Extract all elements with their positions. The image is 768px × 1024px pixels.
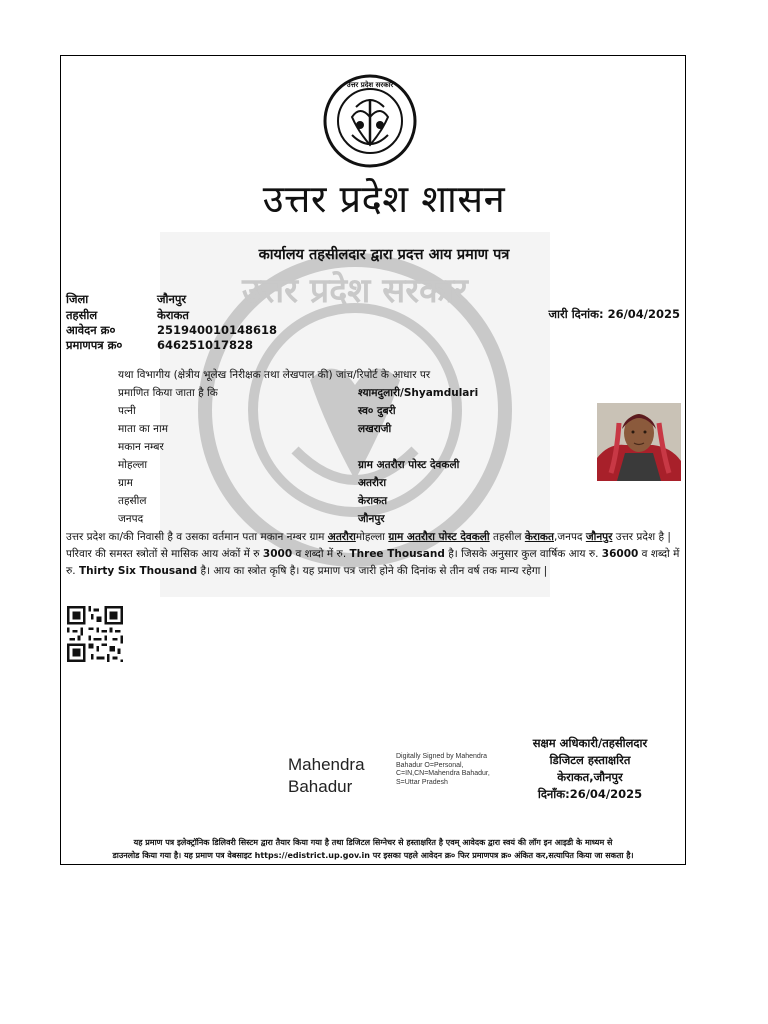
para-mohalla: ग्राम अतरौरा पोस्ट देवकली	[388, 531, 490, 543]
detail-value-mohalla: ग्राम अतरौरा पोस्ट देवकली	[358, 459, 460, 471]
para-monthly-words: Three Thousand	[349, 548, 445, 560]
meta-value-district: जौनपुर	[157, 292, 187, 306]
digital-signature-name	[288, 754, 365, 798]
para-text-7: है। जिसके अनुसार कुल वार्षिक आय रु.	[444, 548, 602, 560]
page-title: उत्तर प्रदेश शासन	[262, 177, 506, 221]
detail-label-tehsil: तहसील	[118, 495, 147, 507]
officer-location: केराकत,जौनपुर	[557, 770, 623, 784]
officer-title: सक्षम अधिकारी/तहसीलदार	[532, 736, 648, 750]
para-text-4: ,जनपद	[553, 531, 586, 543]
detail-value-name: श्यामदुलारी/Shyamdulari	[358, 387, 479, 399]
applicant-photo	[597, 403, 681, 481]
detail-value-mother: लखराजी	[358, 423, 392, 435]
footer-line2: डाउनलोड किया गया है। यह प्रमाण पत्र वेबसाइट https://edistrict.up.gov.in पर इसका पहले आवेदन क्र० फिर प्रमाणपत्र क्र० अंकित कर,सत्यापित किया जा सकता है।	[112, 851, 634, 860]
signature-name-line1: Mahendra	[288, 755, 365, 774]
para-text-5: उत्तर प्रदेश है | परिवार की समस्त स्त्रोतों से मासिक आय अंकों में रु	[66, 531, 671, 560]
detail-label-mother: माता का नाम	[118, 423, 168, 435]
certificate-paragraph	[66, 529, 681, 580]
para-text-1: उत्तर प्रदेश का/की निवासी है व उसका वर्तमान पता मकान नम्बर ग्राम	[66, 531, 325, 543]
state-emblem-icon	[322, 73, 418, 169]
detail-label-mohalla: मोहल्ला	[118, 459, 148, 471]
meta-value-application-no: 251940010148618	[157, 323, 278, 337]
meta-value-certificate-no: 646251017828	[157, 338, 254, 352]
para-district: जौनपुर	[585, 531, 613, 543]
digital-signature-detail: Digitally Signed by Mahendra Bahadur O=Personal, C=IN,CN=Mahendra Bahadur, S=Uttar Pradesh	[396, 753, 490, 786]
meta-label-district: जिला	[66, 292, 89, 306]
emblem-text: उत्तर प्रदेश सरकार	[346, 81, 394, 89]
watermark-text: उत्तर प्रदेश सरकार	[242, 271, 468, 311]
intro-text: यथा विभागीय (क्षेत्रीय भूलेख निरीक्षक तथा लेखपाल की) जांच/रिपोर्ट के आधार पर	[118, 369, 431, 381]
para-text-9: है। आय का स्त्रोत कृषि है। यह प्रमाण पत्र जारी होने की दिनांक से तीन वर्ष तक मान्य रहेगा |	[197, 565, 548, 577]
signature-name-line2: Bahadur	[288, 777, 353, 796]
officer-date: दिनाँक:26/04/2025	[537, 787, 643, 801]
detail-label-house-no: मकान नम्बर	[118, 441, 164, 453]
officer-signed: डिजिटल हस्ताक्षरित	[549, 753, 631, 767]
issue-date: जारी दिनांक: 26/04/2025	[548, 307, 680, 321]
para-village: अतरौरा	[327, 531, 356, 543]
qr-code-icon[interactable]	[67, 606, 123, 662]
para-text-3: तहसील	[489, 531, 525, 543]
para-text-8: व शब्दो में रु.	[66, 548, 680, 577]
detail-label-wife-of: पत्नी	[118, 405, 136, 417]
footer-line1: यह प्रमाण पत्र इलेक्ट्रॉनिक डिलिवरी सिस्टम द्वारा तैयार किया गया है तथा डिजिटल सिग्नेचर से हस्ताक्षरित है एवम् आवेदक द्वारा स्वयं की लॉग इन आइडी के माध्यम से	[133, 838, 613, 847]
meta-label-application-no: आवेदन क्र०	[66, 323, 116, 337]
detail-label-district: जनपद	[118, 513, 144, 525]
para-monthly-num: 3000	[262, 548, 293, 560]
para-annual-num: 36000	[601, 548, 639, 560]
detail-value-tehsil: केराकत	[358, 495, 388, 507]
para-tehsil: केराकत	[524, 531, 554, 543]
detail-label-village: ग्राम	[118, 477, 133, 489]
meta-value-tehsil: केराकत	[157, 308, 189, 322]
certificate-subtitle: कार्यालय तहसीलदार द्वारा प्रदत्त आय प्रमाण पत्र	[258, 247, 510, 263]
meta-label-certificate-no: प्रमाणपत्र क्र०	[66, 338, 123, 352]
officer-block	[510, 735, 670, 803]
para-text-6: व शब्दो में रु.	[292, 548, 350, 560]
detail-label-certified: प्रमाणित किया जाता है कि	[118, 387, 218, 399]
meta-label-tehsil: तहसील	[66, 308, 98, 322]
detail-value-village: अतरौरा	[358, 477, 387, 489]
detail-value-district: जौनपुर	[358, 513, 385, 525]
para-text-2: मोहल्ला	[355, 531, 385, 543]
detail-value-husband: स्व० दुबरी	[358, 405, 396, 417]
footer-note	[62, 836, 684, 862]
para-annual-words: Thirty Six Thousand	[78, 565, 198, 577]
watermark-seal-icon	[195, 250, 515, 570]
